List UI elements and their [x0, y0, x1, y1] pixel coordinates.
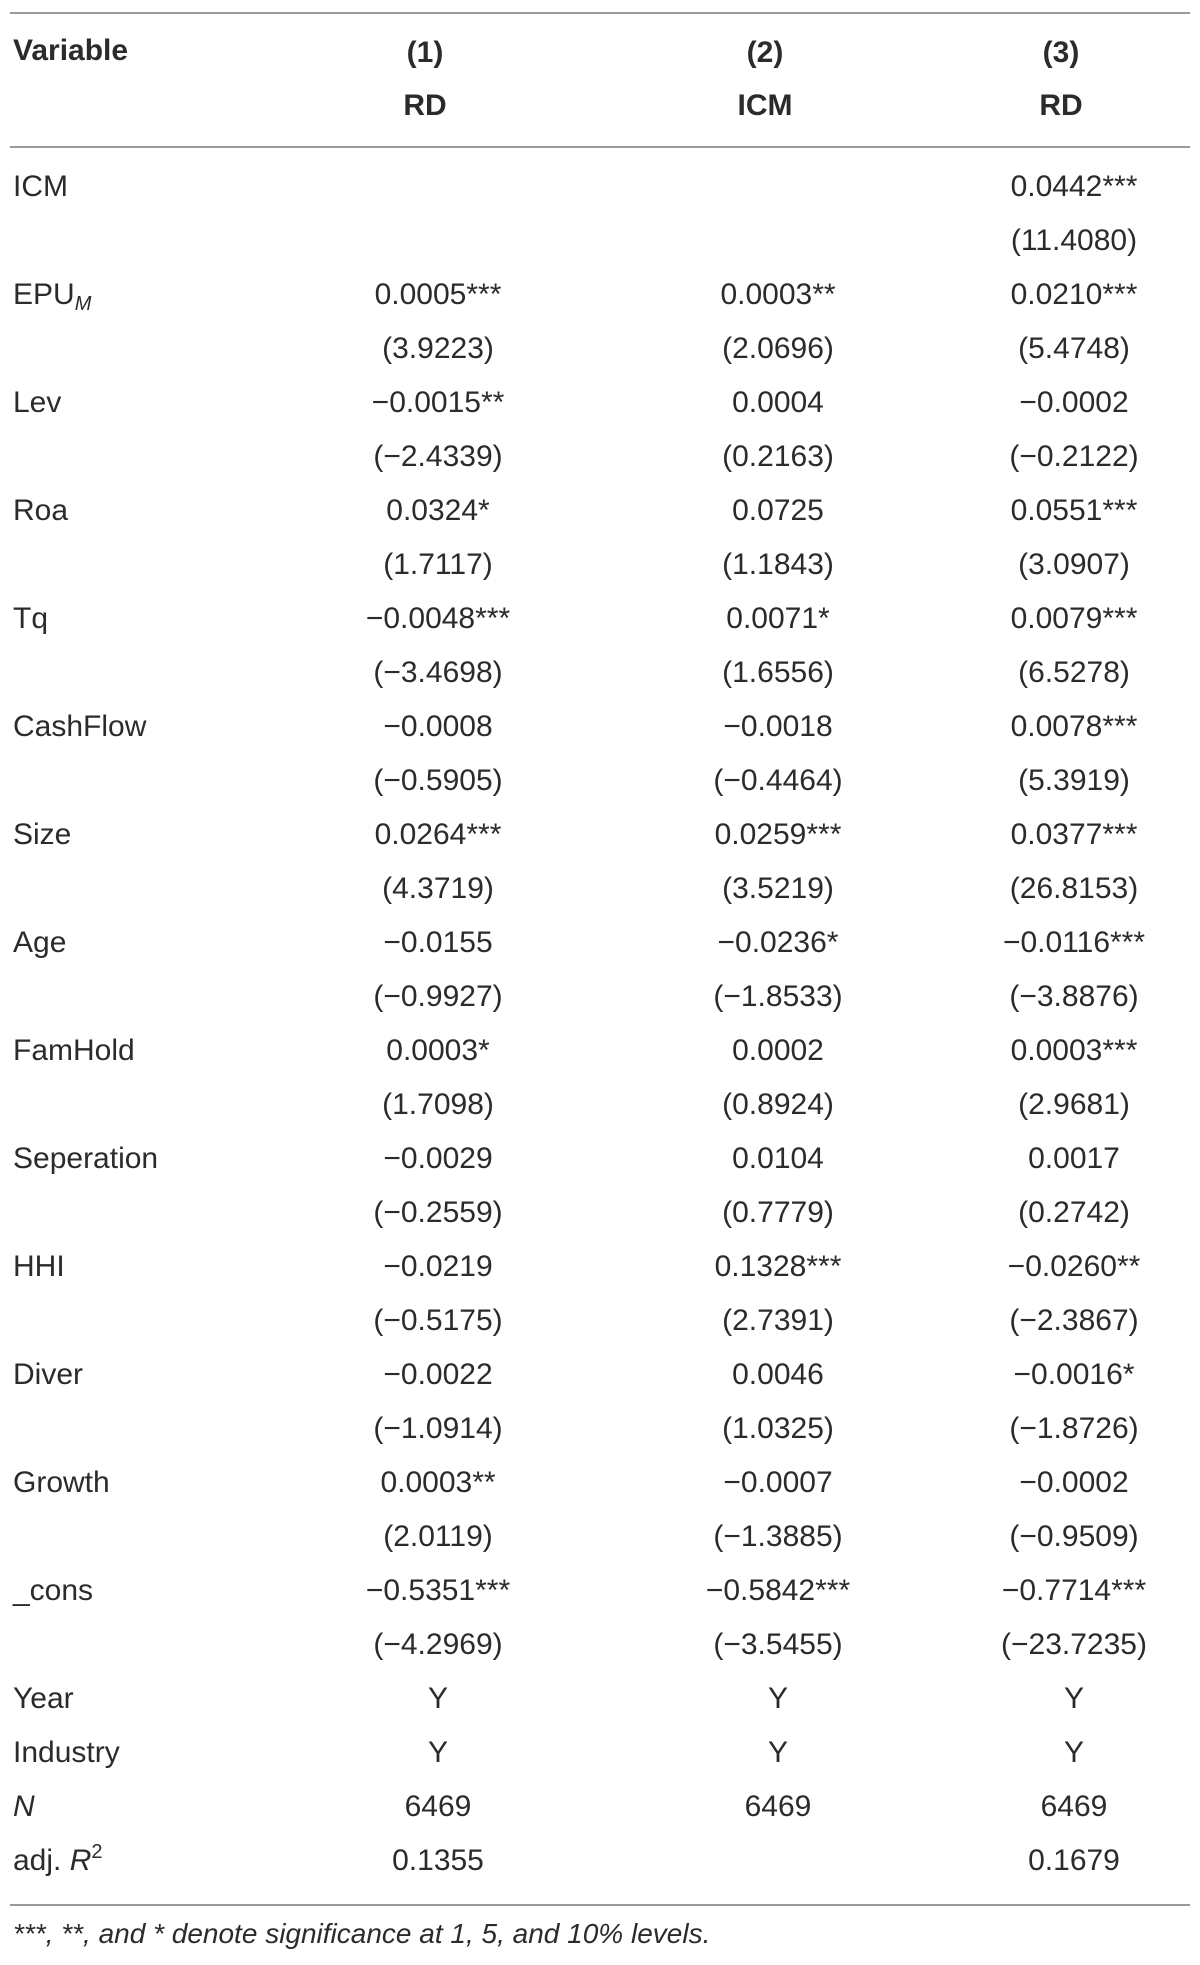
cell-column-1: Y [427, 1682, 448, 1715]
cell-column-3: (11.4080) [1010, 224, 1138, 257]
cell-column-3: 0.0003*** [1010, 1034, 1138, 1067]
cell-column-2: (2.0696) [722, 332, 834, 365]
header-column-2-number: (2) [746, 36, 784, 69]
cell-column-3: (−2.3867) [1009, 1304, 1139, 1337]
row-variable-label [0, 484, 268, 538]
variable-name: HHI [13, 1250, 65, 1283]
row-variable-label [0, 970, 268, 1024]
table-row [0, 1456, 1200, 1510]
cell-column-1: (−3.4698) [373, 656, 503, 689]
cell-column-1: 0.0264*** [374, 818, 502, 851]
row-variable-label [0, 1672, 268, 1726]
cell-column-3: −0.7714*** [1001, 1574, 1147, 1607]
cell-column-3: (6.5278) [1018, 656, 1130, 689]
cell-column-2: Y [767, 1736, 788, 1769]
row-variable-label [0, 700, 268, 754]
table-row [0, 1294, 1200, 1348]
table-row [0, 160, 1200, 214]
header-column-2-dependent: ICM [737, 89, 793, 122]
cell-column-1: −0.0219 [383, 1250, 493, 1283]
cell-column-1: 0.0003** [380, 1466, 496, 1499]
cell-column-3: 0.0078*** [1010, 710, 1138, 743]
cell-column-2: (−1.8533) [713, 980, 843, 1013]
cell-column-3: 0.0079*** [1010, 602, 1138, 635]
variable-name: ICM [13, 170, 68, 203]
variable-subscript: M [74, 293, 92, 315]
table-row [0, 484, 1200, 538]
header-column-1-dependent: RD [403, 89, 447, 122]
table-row [0, 646, 1200, 700]
cell-column-3: (−0.2122) [1009, 440, 1139, 473]
table-row [0, 754, 1200, 808]
header-column-3 [935, 26, 1187, 132]
cell-column-1: (−0.2559) [373, 1196, 503, 1229]
row-variable-label [0, 754, 268, 808]
table-row [0, 1780, 1200, 1834]
cell-column-2: (−1.3885) [713, 1520, 843, 1553]
cell-column-3: −0.0002 [1019, 386, 1129, 419]
table-row [0, 268, 1200, 322]
cell-column-2: 0.0003** [720, 278, 836, 311]
variable-name: Tq [13, 602, 49, 635]
regression-table-body [0, 160, 1200, 1888]
cell-column-1: 0.0324* [386, 494, 490, 527]
cell-column-1: −0.0022 [383, 1358, 493, 1391]
cell-column-2: (1.1843) [722, 548, 834, 581]
cell-column-2: 0.0046 [732, 1358, 824, 1391]
variable-name: Lev [13, 386, 62, 419]
cell-column-2: −0.0007 [723, 1466, 833, 1499]
cell-column-2: 0.0002 [732, 1034, 824, 1067]
row-variable-label [0, 538, 268, 592]
variable-name: Diver [13, 1358, 84, 1391]
cell-column-1: (4.3719) [382, 872, 494, 905]
cell-column-3: −0.0260** [1007, 1250, 1141, 1283]
row-variable-label [0, 430, 268, 484]
cell-column-3: 6469 [1040, 1790, 1108, 1823]
cell-column-3: (5.4748) [1018, 332, 1130, 365]
row-variable-label [0, 1834, 268, 1888]
cell-column-3: (−1.8726) [1009, 1412, 1139, 1445]
table-row [0, 1618, 1200, 1672]
cell-column-2: 0.0104 [732, 1142, 824, 1175]
cell-column-3: (26.8153) [1009, 872, 1139, 905]
row-variable-label [0, 322, 268, 376]
cell-column-3: 0.0442*** [1010, 170, 1138, 203]
cell-column-1: −0.0008 [383, 710, 493, 743]
bottom-rule [10, 1904, 1190, 1906]
cell-column-3: −0.0002 [1019, 1466, 1129, 1499]
cell-column-1: (1.7098) [382, 1088, 494, 1121]
cell-column-3: 0.0551*** [1010, 494, 1138, 527]
cell-column-2: (3.5219) [722, 872, 834, 905]
cell-column-3: (−3.8876) [1009, 980, 1139, 1013]
table-row [0, 322, 1200, 376]
table-row [0, 1132, 1200, 1186]
header-column-2 [595, 26, 935, 132]
row-variable-label [0, 1024, 268, 1078]
cell-column-3: −0.0116*** [1002, 926, 1146, 959]
row-variable-label [0, 268, 268, 322]
header-column-1 [255, 26, 595, 132]
cell-column-1: −0.0155 [383, 926, 493, 959]
row-variable-label [0, 214, 268, 268]
cell-column-2: 0.0071* [726, 602, 830, 635]
row-variable-label [0, 1240, 268, 1294]
cell-column-1: (−0.5905) [373, 764, 503, 797]
cell-column-2: (0.8924) [722, 1088, 834, 1121]
row-variable-label [0, 1726, 268, 1780]
cell-column-1: (−4.2969) [373, 1628, 503, 1661]
cell-column-2: (−3.5455) [713, 1628, 843, 1661]
cell-column-2: −0.0236* [717, 926, 839, 959]
variable-name: FamHold [13, 1034, 135, 1067]
cell-column-3: 0.1679 [1028, 1844, 1120, 1877]
cell-column-1: −0.5351*** [365, 1574, 511, 1607]
table-footnote: ***, **, and * denote significance at 1, 5, and 10% levels. [13, 1918, 711, 1949]
row-variable-label [0, 1294, 268, 1348]
cell-column-3: (−0.9509) [1009, 1520, 1139, 1553]
table-row [0, 1726, 1200, 1780]
row-variable-label [0, 1348, 268, 1402]
cell-column-3: 0.0377*** [1010, 818, 1138, 851]
cell-column-1: −0.0029 [383, 1142, 493, 1175]
cell-column-1: (−1.0914) [373, 1412, 503, 1445]
cell-column-1: (3.9223) [382, 332, 494, 365]
variable-name: Industry [13, 1736, 120, 1769]
variable-name: Growth [13, 1466, 110, 1499]
cell-column-1: (2.0119) [383, 1520, 493, 1553]
table-row [0, 1240, 1200, 1294]
cell-column-2: 0.0259*** [714, 818, 842, 851]
variable-name: _cons [13, 1574, 94, 1607]
cell-column-2: (−0.4464) [713, 764, 843, 797]
cell-column-1: 0.1355 [392, 1844, 484, 1877]
cell-column-3: (−23.7235) [1001, 1628, 1147, 1661]
table-row [0, 916, 1200, 970]
cell-column-1 [268, 214, 608, 268]
variable-superscript: 2 [91, 1841, 103, 1863]
row-variable-label [0, 1186, 268, 1240]
row-variable-label [0, 1564, 268, 1618]
cell-column-1: Y [427, 1736, 448, 1769]
header-column-3-dependent: RD [1039, 89, 1083, 122]
row-variable-label [0, 1510, 268, 1564]
table-row [0, 214, 1200, 268]
cell-column-1: −0.0048*** [365, 602, 511, 635]
row-variable-label [0, 862, 268, 916]
variable-name: Year [13, 1682, 74, 1715]
cell-column-2: 0.0725 [732, 494, 824, 527]
cell-column-2: (1.0325) [722, 1412, 834, 1445]
table-row [0, 538, 1200, 592]
cell-column-2: (2.7391) [722, 1304, 834, 1337]
cell-column-2: 6469 [744, 1790, 812, 1823]
cell-column-2 [608, 1834, 948, 1888]
variable-name: EPU [13, 278, 75, 311]
cell-column-2: (1.6556) [722, 656, 834, 689]
row-variable-label [0, 1456, 268, 1510]
table-row [0, 1024, 1200, 1078]
row-variable-label [0, 376, 268, 430]
cell-column-1: 6469 [404, 1790, 472, 1823]
table-row [0, 592, 1200, 646]
variable-name: Seperation [13, 1142, 159, 1175]
row-variable-label [0, 916, 268, 970]
cell-column-2: −0.0018 [723, 710, 833, 743]
cell-column-1: 0.0005*** [374, 278, 502, 311]
cell-column-1: (1.7117) [383, 548, 493, 581]
row-variable-label [0, 646, 268, 700]
row-variable-label [0, 1078, 268, 1132]
cell-column-2: (0.2163) [722, 440, 834, 473]
variable-italic-part: R [69, 1844, 92, 1877]
cell-column-2: −0.5842*** [705, 1574, 851, 1607]
cell-column-3: Y [1063, 1736, 1084, 1769]
table-row [0, 808, 1200, 862]
row-variable-label [0, 808, 268, 862]
table-row [0, 1564, 1200, 1618]
row-variable-label [0, 1618, 268, 1672]
cell-column-2: 0.0004 [732, 386, 824, 419]
row-variable-label [0, 1132, 268, 1186]
cell-column-1 [268, 160, 608, 214]
variable-name: CashFlow [13, 710, 147, 743]
variable-name: N [13, 1790, 35, 1823]
variable-name: adj. [13, 1844, 70, 1877]
table-row [0, 1834, 1200, 1888]
variable-name: Age [13, 926, 67, 959]
table-row [0, 1348, 1200, 1402]
row-variable-label [0, 1402, 268, 1456]
cell-column-3: 0.0210*** [1010, 278, 1138, 311]
top-rule [10, 12, 1190, 14]
row-variable-label [0, 160, 268, 214]
table-row [0, 970, 1200, 1024]
table-row [0, 376, 1200, 430]
variable-name: Roa [13, 494, 69, 527]
regression-table [0, 160, 1200, 1888]
cell-column-1: −0.0015** [371, 386, 505, 419]
table-row [0, 430, 1200, 484]
cell-column-3: (5.3919) [1018, 764, 1130, 797]
table-row [0, 862, 1200, 916]
cell-column-2: (0.7779) [722, 1196, 834, 1229]
header-column-3-number: (3) [1042, 36, 1080, 69]
cell-column-2: 0.1328*** [714, 1250, 842, 1283]
cell-column-3: (3.0907) [1018, 548, 1130, 581]
table-row [0, 1078, 1200, 1132]
row-variable-label [0, 1780, 268, 1834]
cell-column-1: 0.0003* [386, 1034, 490, 1067]
cell-column-3: −0.0016* [1013, 1358, 1135, 1391]
cell-column-2: Y [767, 1682, 788, 1715]
cell-column-1: (−0.5175) [373, 1304, 503, 1337]
row-variable-label [0, 592, 268, 646]
table-row [0, 1510, 1200, 1564]
table-row [0, 1672, 1200, 1726]
cell-column-3: 0.0017 [1028, 1142, 1120, 1175]
cell-column-3: (2.9681) [1018, 1088, 1130, 1121]
header-column-1-number: (1) [406, 36, 444, 69]
header-variable: Variable [13, 34, 129, 67]
cell-column-1: (−0.9927) [373, 980, 503, 1013]
cell-column-2 [608, 214, 948, 268]
table-row [0, 700, 1200, 754]
table-row [0, 1402, 1200, 1456]
cell-column-2 [608, 160, 948, 214]
cell-column-3: Y [1063, 1682, 1084, 1715]
cell-column-1: (−2.4339) [373, 440, 503, 473]
header-rule [10, 146, 1190, 148]
cell-column-3: (0.2742) [1018, 1196, 1130, 1229]
variable-name: Size [13, 818, 72, 851]
table-row [0, 1186, 1200, 1240]
